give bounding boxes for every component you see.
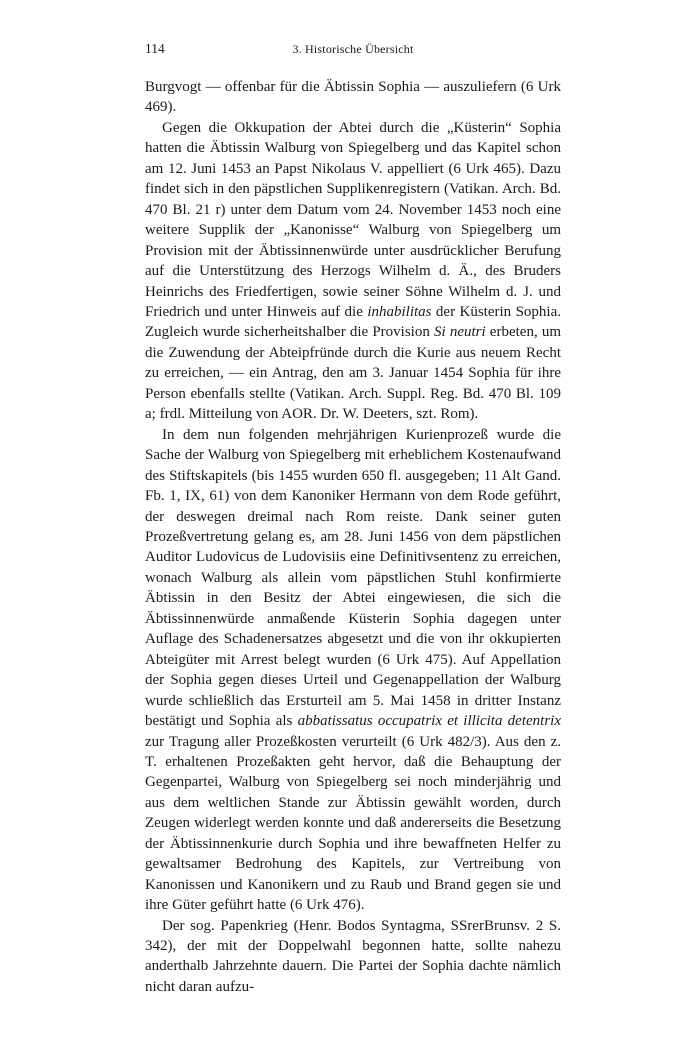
running-head [145,38,561,60]
text-run: Der sog. Papenkrieg (Henr. Bodos Syntagma, SSrerBrunsv. 2 S. 342), der mit der Doppelwahl begonnen hatte, sollte nahezu anderthalb Jahrzehnte dauern. Die Partei der Sophia dachte nämlich nicht daran aufzu- [145,917,561,995]
chapter-title: 3. Historische Übersicht [292,42,414,56]
paragraph [145,77,561,118]
text-run: erbeten, um die Zuwendung der Abteipfründe durch die Kurie aus neuem Recht zu erreichen, — ein Antrag, den am 3. Januar 1454 Sophia für ihre Person ebenfalls stellte (Vatikan. Arch. Suppl. Reg. Bd. 470 Bl. 109 a; frdl. Mitteilung von AOR. Dr. W. Deeters, szt. Rom). [145,324,562,423]
paragraph [145,916,561,998]
text-run: der Küsterin Sophia. Zugleich wurde sicherheitshalber die Provision [145,303,561,341]
italic-phrase: abbatissatus occupatrix et illicita detentrix [297,713,561,730]
text-run: Burgvogt — offenbar für die Äbtissin Sophia — auszuliefern (6 Urk 469). [145,79,561,116]
text-run: zur Tragung aller Prozeßkosten verurteilt (6 Urk 482/3). Aus den z. T. erhaltenen Prozeßakten geht hervor, daß die Behauptung der Gegenpartei, Walburg von Spiegelberg sei noch minderjährig und aus dem weltlichen Stande zur Äbtissin gewählt worden, durch Zeugen widerlegt werden konnte und daß andererseits die Besetzung der Äbtissinnenkurie durch Sophia und ihre bewaffneten Helfer zu gewaltsamer Bedrohung des Kapitels, zur Vertreibung von Kanonissen und Kanonikern und zu Raub und Brand gegen sie und ihre Güter geführt hatte (6 Urk 476). [145,733,561,914]
italic-phrase: Si neutri [434,324,486,341]
text-run: Gegen die Okkupation der Abtei durch die „Küsterin“ Sophia hatten die Äbtissin Walburg von Spiegelberg und das Kapitel schon am 12. Juni 1453 an Papst Nikolaus V. appelliert (6 Urk 465). Dazu findet sich in den päpstlichen Supplikenregistern (Vatikan. Arch. Bd. 470 Bl. 21 r) unter dem Datum vom 24. November 1453 noch eine weitere Supplik der „Kanonisse“ Walburg von Spiegelberg um Provision mit der Äbtissinnenwürde unter ausdrücklicher Berufung auf die Unterstützung des Herzogs Wilhelm d. Ä., des Bruders Heinrichs des Friedfertigen, sowie seiner Söhne Wilhelm d. J. und Friedrich und unter Hinweis auf die [145,119,561,320]
paragraph [145,118,561,425]
page-number: 114 [145,41,165,56]
paragraph [145,425,561,916]
italic-phrase: inhabilitas [367,303,432,320]
body-text [145,77,561,997]
text-run: In dem nun folgenden mehrjährigen Kurienprozeß wurde die Sache der Walburg von Spiegelberg mit erheblichem Kostenaufwand des Stiftskapitels (bis 1455 wurden 650 fl. ausgegeben; 11 Alt Gand. Fb. 1, IX, 61) von dem Kanoniker Hermann von dem Rode geführt, der deswegen dreimal nach Rom reiste. Dank seiner guten Prozeßvertretung gelang es, am 28. Juni 1456 von dem päpstlichen Auditor Ludovicus de Ludovisiis eine Definitivsentenz zu erreichen, wonach Walburg als allein vom päpstlichen Stuhl konfirmierte Äbtissin in den Besitz der Abtei eingewiesen, die sich die Äbtissinnenwürde anmaßende Küsterin Sophia dagegen unter Auflage des Schadenersatzes abgesetzt und die von ihr okkupierten Abteigüter mit Arrest belegt wurden (6 Urk 475). Auf Appellation der Sophia gegen dieses Urteil und Gegenappellation der Walburg wurde schließlich das Ersturteil am 5. Mai 1458 in dritter Instanz bestätigt und Sophia als [145,426,561,730]
book-page [145,38,561,997]
